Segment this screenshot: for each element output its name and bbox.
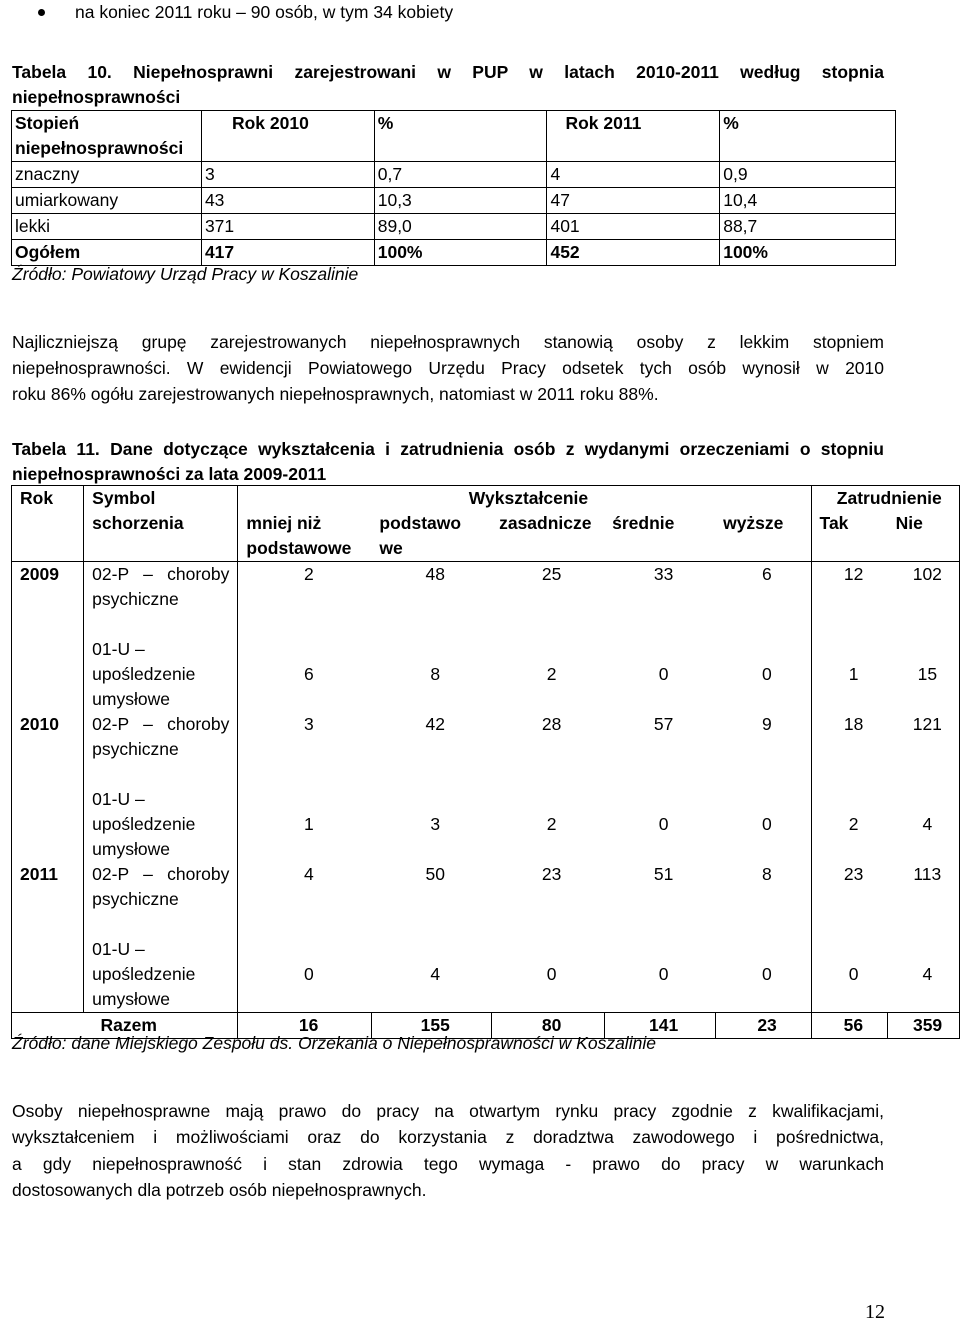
table10-total-cell: 452 xyxy=(547,240,720,266)
table10-cell: 3 xyxy=(201,162,374,188)
table11-cell: 15 xyxy=(888,637,960,712)
table10-cell: 0,9 xyxy=(720,162,896,188)
table11-subheader-cell: Nie xyxy=(888,511,960,562)
table10-total-cell: Ogółem xyxy=(12,240,202,266)
table11-subheader-cell: mniej niż podstawowe xyxy=(238,511,372,562)
table11-cell: 6 xyxy=(238,637,372,712)
table10-header-row xyxy=(12,111,896,162)
table11-year: 2011 xyxy=(12,862,84,1013)
table11-cell: 2 xyxy=(546,664,557,684)
table11-total-cell: 56 xyxy=(811,1013,888,1039)
paragraph2-line1: Osoby niepełnosprawne mają prawo do pracy na otwartym rynku pracy zgodnie z kwalifikacjami, xyxy=(12,1101,884,1121)
table11-cell: 42 xyxy=(425,714,445,734)
table10-total-cell: 100% xyxy=(720,240,896,266)
table11-total-cell: 141 xyxy=(604,1013,715,1039)
table11-header-rok: Rok xyxy=(12,486,84,512)
table10-header-cell: % xyxy=(374,111,547,162)
table11-symbol: 01-U – upośledzenie umysłowe xyxy=(84,787,238,862)
table11-cell: 121 xyxy=(888,712,960,787)
table11-cell: 50 xyxy=(425,864,445,884)
paragraph1-line3: roku 86% ogółu zarejestrowanych niepełnosprawnych, natomiast w 2011 roku 88%. xyxy=(12,384,659,404)
table11-cell: 33 xyxy=(604,562,715,638)
table10-cell: 43 xyxy=(201,188,374,214)
table11-cell: 57 xyxy=(653,714,674,734)
paragraph2-line4: dostosowanych dla potrzeb osób niepełnosprawnych. xyxy=(12,1180,427,1200)
table11-row xyxy=(12,562,960,638)
paragraph2-line2: wykształceniem i możliwościami oraz do korzystania z doradztwa zawodowego i pośrednictwa, xyxy=(12,1127,884,1147)
table10-row xyxy=(12,214,896,240)
table11-caption-line1: Tabela 11. Dane dotyczące wykształcenia i zatrudnienia osób z wydanymi orzeczeniami o stopniu xyxy=(12,439,884,459)
table11-cell: 113 xyxy=(888,862,960,937)
table10-header-cell: % xyxy=(720,111,896,162)
table11-cell: 1 xyxy=(238,787,372,862)
table11-year: 2010 xyxy=(12,712,84,862)
table11-source: Źródło: dane Miejskiego Zespołu ds. Orzekania o Niepełnosprawności w Koszalinie xyxy=(12,1033,656,1053)
table10-cell: 47 xyxy=(547,188,720,214)
table11-cell: 8 xyxy=(761,864,772,884)
bullet-icon xyxy=(38,9,45,16)
table10-cell: 10,4 xyxy=(720,188,896,214)
table11-cell: 28 xyxy=(541,714,562,734)
table11-total-cell: 359 xyxy=(888,1013,960,1039)
table11-cell: 0 xyxy=(658,814,669,834)
table10-total-cell: 417 xyxy=(201,240,374,266)
table11-cell: 2 xyxy=(546,814,557,834)
table11-cell: 3 xyxy=(238,712,372,787)
table11-year: 2009 xyxy=(12,562,84,713)
table11-cell: 0 xyxy=(761,964,772,984)
table11-header-row xyxy=(12,486,960,512)
table10-caption-line2: niepełnosprawności xyxy=(12,87,181,107)
table10-cell: 0,7 xyxy=(374,162,547,188)
table11-cell: 18 xyxy=(811,712,888,787)
table11-subheader-cell: podstawo we xyxy=(379,513,462,558)
table11-cell: 4 xyxy=(888,787,960,862)
table10-cell: 401 xyxy=(547,214,720,240)
table11-total-label: Razem xyxy=(12,1013,238,1039)
table10-header-cell: Rok 2011 xyxy=(547,111,720,162)
table11-subheader-cell: Tak xyxy=(811,511,888,562)
table11-symbol: 02-P – choroby psychiczne xyxy=(84,862,238,937)
table10-cell: 10,3 xyxy=(374,188,547,214)
table11-cell: 4 xyxy=(430,964,441,984)
table11-subheader-cell: zasadnicze xyxy=(499,513,592,533)
table11-symbol: 01-U – upośledzenie umysłowe xyxy=(84,637,238,712)
table11-cell: 4 xyxy=(888,937,960,1013)
table11-header-zatrudnienie: Zatrudnienie xyxy=(811,486,959,512)
table11-subheader-cell: średnie xyxy=(612,513,675,533)
table11-cell: 23 xyxy=(811,862,888,937)
table11-row xyxy=(12,937,960,1013)
paragraph1-line1: Najliczniejszą grupę zarejestrowanych niepełnosprawnych stanowią osoby z lekkim stopniem xyxy=(12,332,884,352)
table11-cell: 51 xyxy=(653,864,674,884)
paragraph1-line2: niepełnosprawności. W ewidencji Powiatowego Urzędu Pracy odsetek tych osób wynosił w 2010 xyxy=(12,358,884,378)
table11-cell: 0 xyxy=(761,664,772,684)
table11-header-wyksztalcenie: Wykształcenie xyxy=(238,486,811,512)
table10-cell: umiarkowany xyxy=(12,188,202,214)
table10-row xyxy=(12,188,896,214)
table11-cell: 2 xyxy=(811,787,888,862)
table11-cell: 0 xyxy=(546,964,557,984)
table10-header-cell: Stopień niepełnosprawności xyxy=(12,111,202,162)
paragraph2-line3: a gdy niepełnosprawność i stan zdrowia tego wymaga - prawo do pracy w warunkach xyxy=(12,1154,884,1174)
table10-cell: 89,0 xyxy=(374,214,547,240)
table11-row xyxy=(12,862,960,937)
table11-cell: 1 xyxy=(811,637,888,712)
table10 xyxy=(11,110,896,266)
table11-total-cell: 16 xyxy=(238,1013,372,1039)
table11-symbol: 02-P – choroby psychiczne xyxy=(84,562,238,638)
table11-total-cell: 80 xyxy=(491,1013,604,1039)
table11-caption-line2: niepełnosprawności za lata 2009-2011 xyxy=(12,464,327,484)
table11-symbol: 01-U – upośledzenie umysłowe xyxy=(84,937,238,1013)
table11-cell: 0 xyxy=(658,664,669,684)
table11-cell: 0 xyxy=(811,937,888,1013)
table10-header-cell: Rok 2010 xyxy=(201,111,374,162)
table11-cell: 23 xyxy=(541,864,562,884)
table11-cell: 102 xyxy=(888,562,960,638)
table11-cell: 12 xyxy=(811,562,888,638)
table11-row xyxy=(12,712,960,787)
table11-cell: 0 xyxy=(238,937,372,1013)
table11-row xyxy=(12,787,960,862)
table10-cell: 88,7 xyxy=(720,214,896,240)
table10-total-cell: 100% xyxy=(374,240,547,266)
table11-total-cell: 23 xyxy=(715,1013,811,1039)
table11-cell: 25 xyxy=(491,562,604,638)
table11-total-cell: 155 xyxy=(371,1013,491,1039)
table10-cell: znaczny xyxy=(12,162,202,188)
table11-cell: 3 xyxy=(430,814,441,834)
table11-row xyxy=(12,637,960,712)
table10-cell: lekki xyxy=(12,214,202,240)
table10-caption-line1: Tabela 10. Niepełnosprawni zarejestrowani w PUP w latach 2010-2011 według stopnia xyxy=(12,62,884,82)
table11-subheader-cell: wyższe xyxy=(723,513,784,533)
table10-cell: 4 xyxy=(547,162,720,188)
table10-row xyxy=(12,162,896,188)
table11-cell: 48 xyxy=(371,562,491,638)
table10-cell: 371 xyxy=(201,214,374,240)
table11-cell: 6 xyxy=(715,562,811,638)
table11 xyxy=(11,485,960,1039)
table11-cell: 0 xyxy=(658,964,669,984)
table11-cell: 9 xyxy=(761,714,772,734)
table10-source: Źródło: Powiatowy Urząd Pracy w Koszalinie xyxy=(12,264,359,284)
table11-header-symbol: Symbol schorzenia xyxy=(84,486,238,562)
page-number: 12 xyxy=(865,1301,885,1323)
table11-cell: 8 xyxy=(430,664,441,684)
table11-symbol: 02-P – choroby psychiczne xyxy=(84,712,238,787)
table11-cell: 4 xyxy=(238,862,372,937)
table11-cell: 2 xyxy=(238,562,372,638)
table11-cell: 0 xyxy=(761,814,772,834)
bullet-text: na koniec 2011 roku – 90 osób, w tym 34 kobiety xyxy=(75,2,454,22)
